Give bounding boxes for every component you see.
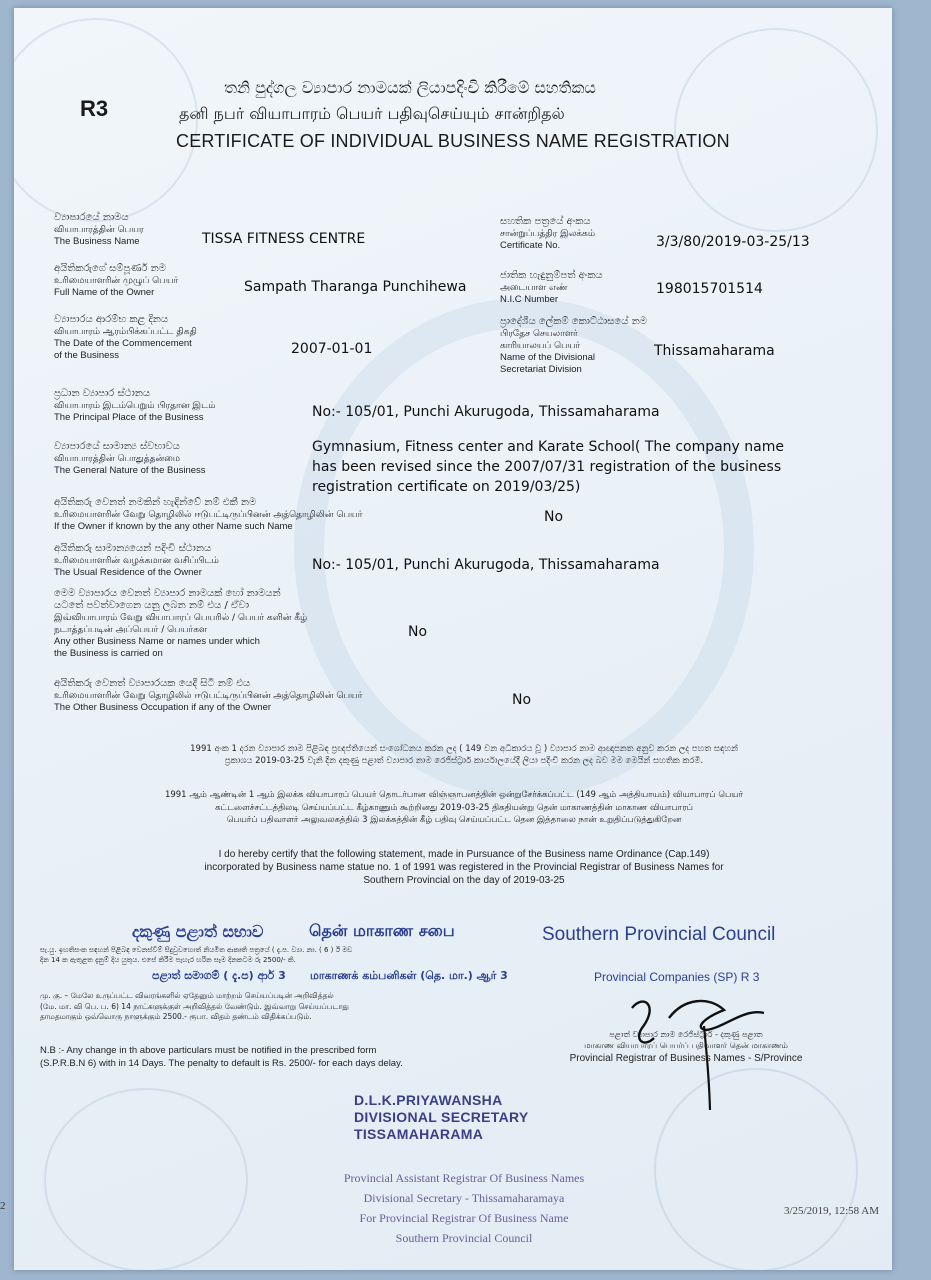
title-sinhala: තනි පුද්ගල ව්‍යාපාර නාමයක් ලියාපදිංචි කිරීමේ සහතිකය [224, 78, 596, 97]
certificate-no-label: සහතික පත්‍රයේ අංකය சான்றுப்பத்திர இலக்கம் Certificate No. [500, 216, 596, 251]
commencement-label: ව්‍යාපාරය ආරම්භ කළ දිනය வியாபாரம் ஆரம்பிக்கப்பட்ட திகதி The Date of the Commencement of the Business [54, 314, 197, 361]
nb-note: N.B :- Any change in th above particulars must be notified in the prescribed form (S.P.R.B.N 6) with in 14 Days. The penalty to default is Rs. 2500/- for each days delay. [40, 1045, 403, 1069]
title-tamil: தனி நபர் வியாபாரம் பெயர் பதிவுசெய்யும் சான்றிதல் [179, 104, 565, 123]
nature-value: Gymnasium, Fitness center and Karate School( The company name has been revised since the 2007/07/31 registration of the business registration certificate on 2019/03/25) [312, 439, 784, 495]
watermark-rosette-top-right [674, 28, 878, 232]
owner-name-value: Sampath Tharanga Punchihewa [244, 279, 467, 295]
principal-place-value: No:- 105/01, Punchi Akurugoda, Thissamaharama [312, 404, 660, 420]
other-occupation-value: No [512, 692, 532, 708]
residence-label: අයිතිකරු සාමාන්‍යයෙන් පදිංචි ස්ථානය உரிமையாளரின் வழக்கமான வசிப்பிடம் The Usual Residence of the Owner [54, 543, 219, 578]
other-name-value: No [544, 509, 564, 525]
council-tamil: தென் மாகாண சபை [309, 921, 455, 940]
business-name-value: TISSA FITNESS CENTRE [202, 231, 366, 247]
nic-label: ජාතික හැඳුනුම්පත් අංකය அடையாள எண் N.I.C Number [500, 270, 603, 305]
other-business-name-value: No [408, 624, 428, 640]
council-sinhala-note: සැ.යු. ඉහතිසංක සඳහන් පිළිබඳ වෙනස්වීම් සිදුවුවහොත් නියමිත ආකෘති පත්‍රයේ ( දැ.ප. ව්‍යා. නා. ( 6 ) ඊ මඩ දින 14 ක ඇතුළත දැනුම් දිය යුතුය. එසේ කිරීම පැහැර හරින සෑම දිනකටම රු 2500/- කි. [40, 946, 353, 964]
council-tamil-note: மு. கு. – மேலே உருப்பட்ட விவரங்களில் ஏதேனும் மாற்றம் செய்யப்படின் அறிவித்தல் (மே. மா. வி பெ. ப. 6) 14 நாட்களுக்குள் அறிவித்தல் வேண்டும். இவ்வாறு செய்யப்படாது தாமதமாகும் ஒவ்வொரு நாளுக்கும் 2500.- ரூபா. விதம் தண்டம் விதிக்கப்படும். [40, 991, 349, 1021]
other-business-name-label: මෙම ව්‍යාපාරය වෙනත් ව්‍යාපාර නාමයක් හෝ නාමයන් යටතේ පවත්වාගෙන යනු ලබන නම් එය / ඒවා இவ்வியாபாரம் வேறு வியாபாரப் பெயரில் / பெயர் களின் கீழ் நடாத்தப்படின் அப்பெயர் / பெயர்கள Any other Business Name or names under which the Business is carried on [54, 588, 308, 659]
nature-label: ව්‍යාපාරයේ සාමාන්‍ය ස්වභාවය வியாபாரத்தின் பொதுத்தன்மை The General Nature of the Business [54, 441, 206, 476]
certificate-no-value: 3/3/80/2019-03-25/13 [656, 234, 810, 250]
provincial-assistant-registrar-stamp: Provincial Assistant Registrar Of Business Names Divisional Secretary - Thissamaharamaya For Provincial Registrar Of Business Name Southern Provincial Council [343, 1171, 585, 1245]
form-code: R3 [80, 96, 109, 121]
business-name-label: ව්‍යාපාරයේ නාමය வியாபாரத்தின் பெயர The Business Name [54, 212, 144, 247]
companies-english: Provincial Companies (SP) R 3 [594, 970, 760, 984]
companies-sinhala: පළාත් සමාගම් ( දැ.ප) ආර් 3 [152, 969, 286, 982]
title-english: CERTIFICATE OF INDIVIDUAL BUSINESS NAME REGISTRATION [176, 131, 730, 151]
council-sinhala: දකුණු පළාත් සභාව [132, 922, 264, 941]
residence-value: No:- 105/01, Punchi Akurugoda, Thissamaharama [312, 557, 660, 573]
certification-sinhala: 1991 අංක 1 දරන ව්‍යාපාර නාම පිළිබඳ ප්‍රඥප්තියෙන් සංශෝධනය කරන ලද ( 149 වන අධිකාරය වූ ) ව්‍යාපාර නාම ආඥාපනත අනුව කරන ලද පහත සඳහන් ප්‍රකාශය 2019-03-25 වැනි දින දකුණු පළාත් ව්‍යාපාර නාම රෙජිස්ට්‍රාර් කාර්යාලයේදී ලියා පදිංචි කරන ලද බව මම මෙයින් සහතික කරමි. [190, 744, 738, 766]
margin-mark: 2 [0, 1200, 6, 1212]
registrar-block: පළාත් ව්‍යාපාර නාම රෙජිස්ට්‍රාර් - දකුණු පළාත மாகாண வியாபாரப் பெயர்ப் பதிவாளர் தென் மாகாணம் Provincial Registrar of Business Names - S/Province [569, 1030, 803, 1064]
division-value: Thissamaharama [654, 343, 775, 359]
owner-name-label: අයිතිකරුගේ සම්පූර්ණ නම உரிமையாளரின் முழுப் பெயர் Full Name of the Owner [54, 263, 179, 298]
principal-place-label: ප්‍රධාන ව්‍යාපාර ස්ථානය வியாபாரம் இடம்பெறும் பிரதான இடம் The Principal Place of the Business [54, 388, 216, 423]
division-label: ප්‍රාදේශීය ලේකම් කොට්ඨාසයේ නම பிரதேச செயலாளர் காரியாலயப் பெயர் Name of the Divisional Secretariat Division [500, 316, 647, 375]
other-occupation-label: අයිතිකරු වෙනත් ව්‍යාපාරයක යෙදී සිටී නම් එය உரிமையாளரின் வேறு தொழிலில் ஈடுபட்டிருப்பினன் அத்தொழிலின் பெயர் The Other Business Occupation if any of the Owner [54, 678, 363, 713]
companies-tamil: மாகாணக் கம்பனிகள் (தெ. மா.) ஆர் 3 [310, 969, 508, 982]
certification-tamil: 1991 ஆம் ஆண்டின் 1 ஆம் இலக்க வியாபாரப் பெயர் தொடர்பான விஞ்ஞாபனத்தின் ஒன்றுசேர்க்கப்பட்ட (149 ஆம் அத்தியாயம்) வியாபாரப் பெயர் கட்டளைச்சட்டத்திலடி செய்யப்பட்ட கீழ்காணும் கூற்றினது 2019-03-25 திகதியன்று தென் மாகாணத்தின் மாகாண வியாபாரப் பெயர்ப் பதிவாளர் அலுவலகத்தில் 3 இலக்கத்தின் கீழ் பதிவு செய்யப்பட்ட தென இத்தாலை நான் உறுதிப்படுத்துகிறேன [164, 790, 744, 825]
certification-english: I do hereby certify that the following statement, made in Pursuance of the Business name Ordinance (Cap.149) incorporated by Business name statue no. 1 of 1991 was registered in the Provincial Registrar of Business Names for Southern Provincial on the day of 2019-03-25 [204, 849, 724, 886]
commencement-value: 2007-01-01 [291, 341, 373, 357]
divisional-secretary-stamp: D.L.K.PRIYAWANSHA DIVISIONAL SECRETARY TISSAMAHARAMA [354, 1092, 529, 1142]
watermark-rosette-bottom-left [44, 1088, 248, 1270]
print-timestamp: 3/25/2019, 12:58 AM [784, 1205, 880, 1217]
council-english: Southern Provincial Council [542, 924, 776, 945]
certificate-sheet [14, 8, 892, 1270]
other-name-label: අයිතිකරු වෙනත් නමකින් හැඳින්වේ නම් එකී නම உரிமையாளரின் வேறு தொழிலில் ஈடுபட்டிருப்பினன் அத்தொழிலின் பெயர் If the Owner if known by the any other Name such Name [54, 497, 363, 532]
nic-value: 198015701514 [656, 281, 763, 297]
